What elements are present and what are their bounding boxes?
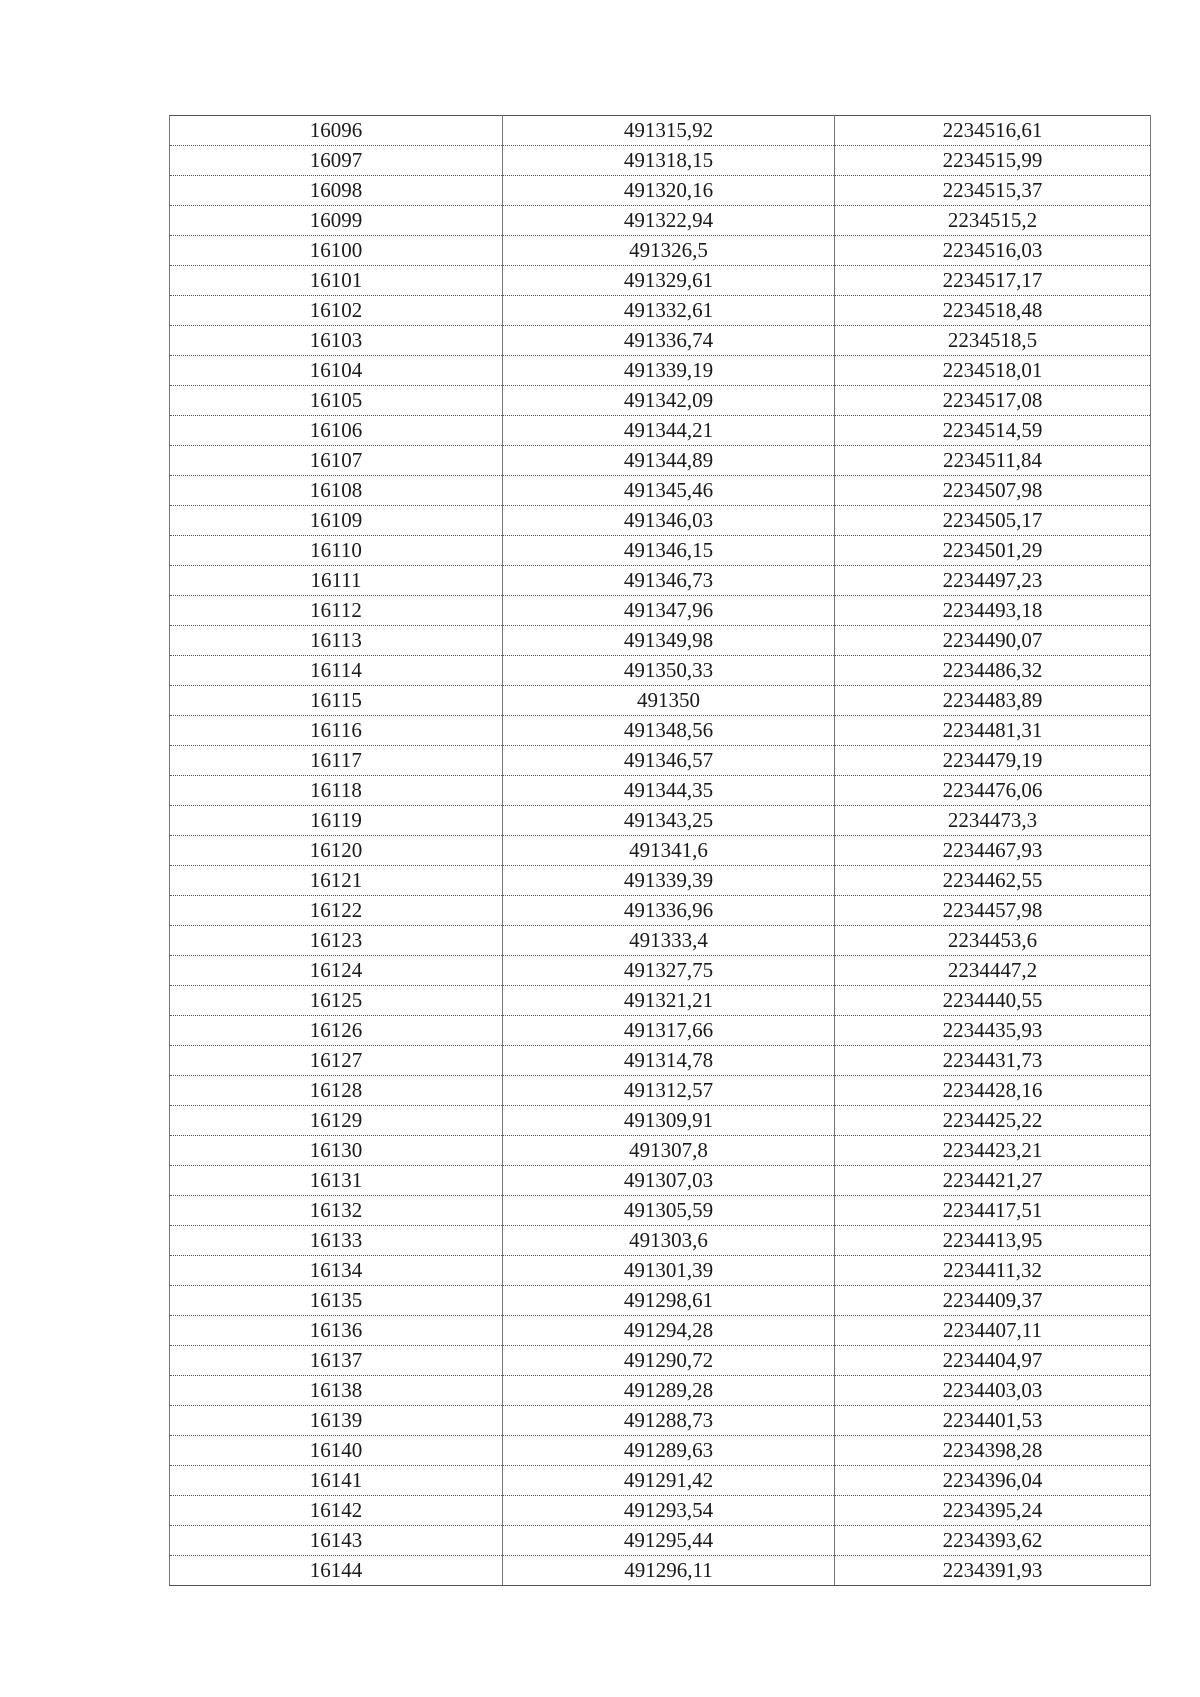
table-row [170, 1556, 1151, 1586]
x-coordinate-cell: 491314,78 [503, 1046, 835, 1076]
table-row [170, 596, 1151, 626]
y-coordinate-cell: 2234486,32 [835, 656, 1151, 686]
x-coordinate-cell: 491312,57 [503, 1076, 835, 1106]
x-coordinate-cell: 491288,73 [503, 1406, 835, 1436]
y-coordinate-cell: 2234409,37 [835, 1286, 1151, 1316]
point-number-cell: 16100 [170, 236, 503, 266]
table-row [170, 1106, 1151, 1136]
point-number-cell: 16114 [170, 656, 503, 686]
x-coordinate-cell: 491346,73 [503, 566, 835, 596]
y-coordinate-cell: 2234515,99 [835, 146, 1151, 176]
y-coordinate-cell: 2234395,24 [835, 1496, 1151, 1526]
point-number-cell: 16133 [170, 1226, 503, 1256]
point-number-cell: 16125 [170, 986, 503, 1016]
table-row [170, 146, 1151, 176]
table-row [170, 656, 1151, 686]
table-row [170, 356, 1151, 386]
x-coordinate-cell: 491346,15 [503, 536, 835, 566]
y-coordinate-cell: 2234391,93 [835, 1556, 1151, 1586]
x-coordinate-cell: 491344,35 [503, 776, 835, 806]
table-row [170, 116, 1151, 146]
y-coordinate-cell: 2234518,5 [835, 326, 1151, 356]
y-coordinate-cell: 2234435,93 [835, 1016, 1151, 1046]
x-coordinate-cell: 491307,03 [503, 1166, 835, 1196]
y-coordinate-cell: 2234425,22 [835, 1106, 1151, 1136]
table-row [170, 1286, 1151, 1316]
table-row [170, 686, 1151, 716]
x-coordinate-cell: 491343,25 [503, 806, 835, 836]
y-coordinate-cell: 2234431,73 [835, 1046, 1151, 1076]
x-coordinate-cell: 491296,11 [503, 1556, 835, 1586]
x-coordinate-cell: 491295,44 [503, 1526, 835, 1556]
point-number-cell: 16124 [170, 956, 503, 986]
x-coordinate-cell: 491293,54 [503, 1496, 835, 1526]
x-coordinate-cell: 491346,03 [503, 506, 835, 536]
table-row [170, 506, 1151, 536]
y-coordinate-cell: 2234516,61 [835, 116, 1151, 146]
point-number-cell: 16142 [170, 1496, 503, 1526]
table-row [170, 716, 1151, 746]
point-number-cell: 16134 [170, 1256, 503, 1286]
y-coordinate-cell: 2234413,95 [835, 1226, 1151, 1256]
table-row [170, 1136, 1151, 1166]
table-row [170, 836, 1151, 866]
y-coordinate-cell: 2234514,59 [835, 416, 1151, 446]
table-row [170, 746, 1151, 776]
y-coordinate-cell: 2234515,37 [835, 176, 1151, 206]
x-coordinate-cell: 491329,61 [503, 266, 835, 296]
point-number-cell: 16127 [170, 1046, 503, 1076]
point-number-cell: 16135 [170, 1286, 503, 1316]
point-number-cell: 16119 [170, 806, 503, 836]
point-number-cell: 16096 [170, 116, 503, 146]
y-coordinate-cell: 2234403,03 [835, 1376, 1151, 1406]
x-coordinate-cell: 491347,96 [503, 596, 835, 626]
x-coordinate-cell: 491301,39 [503, 1256, 835, 1286]
y-coordinate-cell: 2234457,98 [835, 896, 1151, 926]
y-coordinate-cell: 2234423,21 [835, 1136, 1151, 1166]
point-number-cell: 16107 [170, 446, 503, 476]
table-row [170, 296, 1151, 326]
point-number-cell: 16101 [170, 266, 503, 296]
x-coordinate-cell: 491305,59 [503, 1196, 835, 1226]
x-coordinate-cell: 491317,66 [503, 1016, 835, 1046]
point-number-cell: 16131 [170, 1166, 503, 1196]
table-row [170, 206, 1151, 236]
y-coordinate-cell: 2234479,19 [835, 746, 1151, 776]
table-row [170, 1436, 1151, 1466]
table-row [170, 956, 1151, 986]
x-coordinate-cell: 491318,15 [503, 146, 835, 176]
x-coordinate-cell: 491339,19 [503, 356, 835, 386]
x-coordinate-cell: 491307,8 [503, 1136, 835, 1166]
table-row [170, 1496, 1151, 1526]
y-coordinate-cell: 2234505,17 [835, 506, 1151, 536]
x-coordinate-cell: 491350 [503, 686, 835, 716]
table-row [170, 776, 1151, 806]
y-coordinate-cell: 2234453,6 [835, 926, 1151, 956]
point-number-cell: 16106 [170, 416, 503, 446]
point-number-cell: 16144 [170, 1556, 503, 1586]
point-number-cell: 16122 [170, 896, 503, 926]
x-coordinate-cell: 491291,42 [503, 1466, 835, 1496]
point-number-cell: 16113 [170, 626, 503, 656]
point-number-cell: 16129 [170, 1106, 503, 1136]
table-row [170, 1256, 1151, 1286]
point-number-cell: 16109 [170, 506, 503, 536]
y-coordinate-cell: 2234516,03 [835, 236, 1151, 266]
x-coordinate-cell: 491348,56 [503, 716, 835, 746]
x-coordinate-cell: 491344,21 [503, 416, 835, 446]
x-coordinate-cell: 491327,75 [503, 956, 835, 986]
x-coordinate-cell: 491321,21 [503, 986, 835, 1016]
x-coordinate-cell: 491320,16 [503, 176, 835, 206]
y-coordinate-cell: 2234393,62 [835, 1526, 1151, 1556]
point-number-cell: 16132 [170, 1196, 503, 1226]
x-coordinate-cell: 491315,92 [503, 116, 835, 146]
x-coordinate-cell: 491342,09 [503, 386, 835, 416]
y-coordinate-cell: 2234517,17 [835, 266, 1151, 296]
point-number-cell: 16139 [170, 1406, 503, 1436]
point-number-cell: 16102 [170, 296, 503, 326]
y-coordinate-cell: 2234404,97 [835, 1346, 1151, 1376]
table-row [170, 416, 1151, 446]
table-row [170, 1196, 1151, 1226]
table-row [170, 446, 1151, 476]
point-number-cell: 16126 [170, 1016, 503, 1046]
x-coordinate-cell: 491350,33 [503, 656, 835, 686]
point-number-cell: 16112 [170, 596, 503, 626]
coordinates-table [169, 115, 1151, 1586]
y-coordinate-cell: 2234507,98 [835, 476, 1151, 506]
x-coordinate-cell: 491346,57 [503, 746, 835, 776]
table-row [170, 806, 1151, 836]
table-row [170, 1466, 1151, 1496]
table-row [170, 176, 1151, 206]
point-number-cell: 16108 [170, 476, 503, 506]
x-coordinate-cell: 491332,61 [503, 296, 835, 326]
table-row [170, 1166, 1151, 1196]
x-coordinate-cell: 491336,96 [503, 896, 835, 926]
table-row [170, 476, 1151, 506]
point-number-cell: 16105 [170, 386, 503, 416]
point-number-cell: 16120 [170, 836, 503, 866]
table-row [170, 266, 1151, 296]
point-number-cell: 16104 [170, 356, 503, 386]
table-row [170, 1046, 1151, 1076]
x-coordinate-cell: 491339,39 [503, 866, 835, 896]
y-coordinate-cell: 2234473,3 [835, 806, 1151, 836]
point-number-cell: 16137 [170, 1346, 503, 1376]
table-row [170, 1376, 1151, 1406]
point-number-cell: 16097 [170, 146, 503, 176]
table-row [170, 1316, 1151, 1346]
x-coordinate-cell: 491290,72 [503, 1346, 835, 1376]
point-number-cell: 16103 [170, 326, 503, 356]
y-coordinate-cell: 2234421,27 [835, 1166, 1151, 1196]
point-number-cell: 16138 [170, 1376, 503, 1406]
point-number-cell: 16116 [170, 716, 503, 746]
y-coordinate-cell: 2234401,53 [835, 1406, 1151, 1436]
point-number-cell: 16130 [170, 1136, 503, 1166]
y-coordinate-cell: 2234407,11 [835, 1316, 1151, 1346]
y-coordinate-cell: 2234493,18 [835, 596, 1151, 626]
table-row [170, 1016, 1151, 1046]
point-number-cell: 16141 [170, 1466, 503, 1496]
x-coordinate-cell: 491344,89 [503, 446, 835, 476]
y-coordinate-cell: 2234490,07 [835, 626, 1151, 656]
y-coordinate-cell: 2234501,29 [835, 536, 1151, 566]
y-coordinate-cell: 2234497,23 [835, 566, 1151, 596]
x-coordinate-cell: 491322,94 [503, 206, 835, 236]
point-number-cell: 16098 [170, 176, 503, 206]
y-coordinate-cell: 2234483,89 [835, 686, 1151, 716]
table-row [170, 926, 1151, 956]
x-coordinate-cell: 491298,61 [503, 1286, 835, 1316]
y-coordinate-cell: 2234518,01 [835, 356, 1151, 386]
table-row [170, 1226, 1151, 1256]
point-number-cell: 16118 [170, 776, 503, 806]
x-coordinate-cell: 491349,98 [503, 626, 835, 656]
coordinates-table-body [170, 116, 1151, 1586]
x-coordinate-cell: 491289,28 [503, 1376, 835, 1406]
table-row [170, 1406, 1151, 1436]
x-coordinate-cell: 491341,6 [503, 836, 835, 866]
point-number-cell: 16115 [170, 686, 503, 716]
x-coordinate-cell: 491333,4 [503, 926, 835, 956]
y-coordinate-cell: 2234398,28 [835, 1436, 1151, 1466]
table-row [170, 566, 1151, 596]
y-coordinate-cell: 2234467,93 [835, 836, 1151, 866]
point-number-cell: 16128 [170, 1076, 503, 1106]
point-number-cell: 16117 [170, 746, 503, 776]
y-coordinate-cell: 2234476,06 [835, 776, 1151, 806]
table-row [170, 536, 1151, 566]
point-number-cell: 16099 [170, 206, 503, 236]
y-coordinate-cell: 2234417,51 [835, 1196, 1151, 1226]
x-coordinate-cell: 491326,5 [503, 236, 835, 266]
point-number-cell: 16111 [170, 566, 503, 596]
table-row [170, 1526, 1151, 1556]
y-coordinate-cell: 2234447,2 [835, 956, 1151, 986]
y-coordinate-cell: 2234428,16 [835, 1076, 1151, 1106]
table-row [170, 1346, 1151, 1376]
table-row [170, 866, 1151, 896]
y-coordinate-cell: 2234411,32 [835, 1256, 1151, 1286]
y-coordinate-cell: 2234517,08 [835, 386, 1151, 416]
point-number-cell: 16110 [170, 536, 503, 566]
y-coordinate-cell: 2234515,2 [835, 206, 1151, 236]
y-coordinate-cell: 2234518,48 [835, 296, 1151, 326]
point-number-cell: 16140 [170, 1436, 503, 1466]
x-coordinate-cell: 491289,63 [503, 1436, 835, 1466]
y-coordinate-cell: 2234481,31 [835, 716, 1151, 746]
table-row [170, 626, 1151, 656]
y-coordinate-cell: 2234462,55 [835, 866, 1151, 896]
x-coordinate-cell: 491336,74 [503, 326, 835, 356]
point-number-cell: 16143 [170, 1526, 503, 1556]
point-number-cell: 16123 [170, 926, 503, 956]
table-row [170, 386, 1151, 416]
table-row [170, 1076, 1151, 1106]
x-coordinate-cell: 491309,91 [503, 1106, 835, 1136]
point-number-cell: 16136 [170, 1316, 503, 1346]
table-row [170, 236, 1151, 266]
point-number-cell: 16121 [170, 866, 503, 896]
y-coordinate-cell: 2234396,04 [835, 1466, 1151, 1496]
table-row [170, 326, 1151, 356]
table-row [170, 896, 1151, 926]
x-coordinate-cell: 491345,46 [503, 476, 835, 506]
x-coordinate-cell: 491303,6 [503, 1226, 835, 1256]
x-coordinate-cell: 491294,28 [503, 1316, 835, 1346]
y-coordinate-cell: 2234440,55 [835, 986, 1151, 1016]
table-row [170, 986, 1151, 1016]
y-coordinate-cell: 2234511,84 [835, 446, 1151, 476]
